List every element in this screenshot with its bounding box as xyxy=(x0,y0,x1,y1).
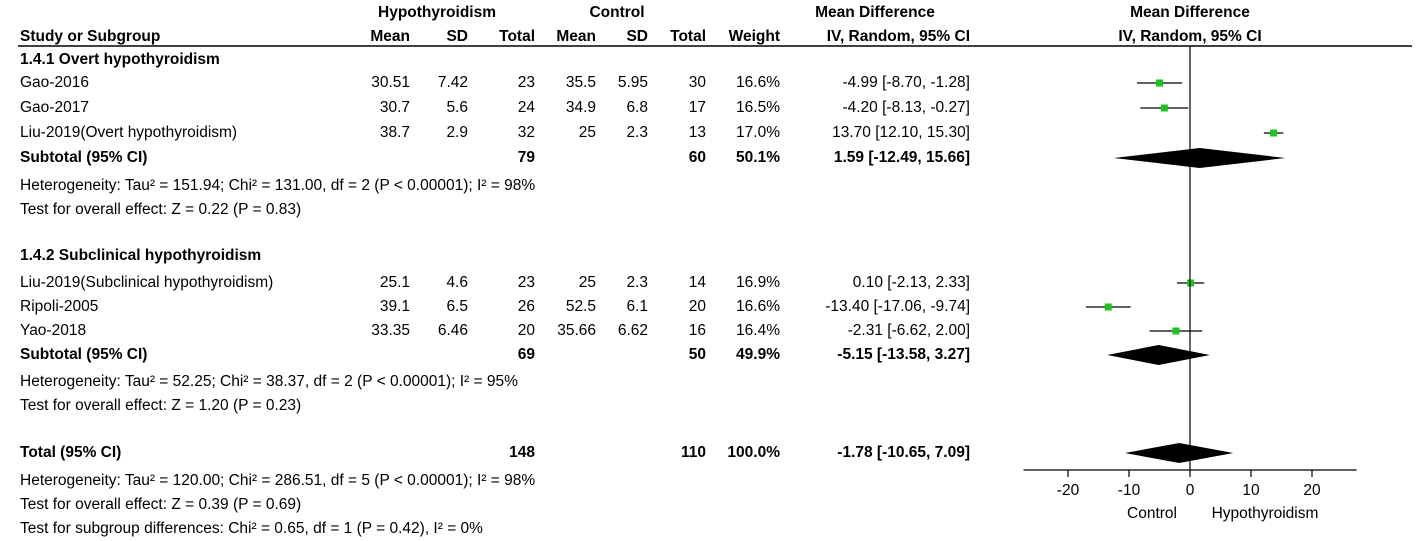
x-tick-label: -10 xyxy=(1117,482,1141,499)
study-sd-ctl: 2.3 xyxy=(626,124,648,141)
study-sd-exp: 6.5 xyxy=(446,298,468,315)
study-weight: 16.5% xyxy=(736,99,780,116)
study-weight: 16.9% xyxy=(736,274,780,291)
subtotal-label: Subtotal (95% CI) xyxy=(20,149,148,166)
study-sd-exp: 6.46 xyxy=(437,322,468,339)
subtotal-weight: 49.9% xyxy=(736,346,780,363)
plot-header-ci: IV, Random, 95% CI xyxy=(1118,28,1262,45)
study-ci: -4.20 [-8.13, -0.27] xyxy=(842,99,970,116)
col-header-ci: IV, Random, 95% CI xyxy=(826,28,970,45)
study-sd-ctl: 5.95 xyxy=(617,74,648,91)
study-name: Yao-2018 xyxy=(20,322,87,339)
study-sd-exp: 4.6 xyxy=(446,274,468,291)
study-total-exp: 20 xyxy=(517,322,535,339)
study-ci: 13.70 [12.10, 15.30] xyxy=(832,124,970,141)
study-mean-exp: 25.1 xyxy=(379,274,410,291)
study-ci: -2.31 [-6.62, 2.00] xyxy=(847,322,970,339)
subtotal-diamond xyxy=(1114,148,1286,168)
subgroup-title: 1.4.1 Overt hypothyroidism xyxy=(20,51,220,68)
study-mean-ctl: 25 xyxy=(578,124,596,141)
header-group-control: Control xyxy=(589,4,645,21)
study-sd-exp: 7.42 xyxy=(437,74,468,91)
study-sd-ctl: 6.8 xyxy=(626,99,648,116)
subgroup-title: 1.4.2 Subclinical hypothyroidism xyxy=(20,247,262,264)
study-total-exp: 24 xyxy=(517,99,535,116)
subtotal-total-ctl: 60 xyxy=(688,149,706,166)
study-mean-ctl: 34.9 xyxy=(565,99,596,116)
study-weight: 16.4% xyxy=(736,322,780,339)
study-total-ctl: 14 xyxy=(688,274,706,291)
favours-control-label: Control xyxy=(1127,505,1177,522)
study-weight: 16.6% xyxy=(736,74,780,91)
study-mean-ctl: 25 xyxy=(578,274,596,291)
study-total-ctl: 16 xyxy=(688,322,706,339)
study-mean-exp: 39.1 xyxy=(379,298,410,315)
col-header-sd-exp: SD xyxy=(446,28,468,45)
x-tick-label: 0 xyxy=(1185,482,1195,499)
study-ci: -13.40 [-17.06, -9.74] xyxy=(825,298,970,315)
study-name: Liu-2019(Overt hypothyroidism) xyxy=(20,124,238,141)
total-overall-effect: Test for overall effect: Z = 0.39 (P = 0.69) xyxy=(20,496,302,513)
study-mean-exp: 30.51 xyxy=(371,74,410,91)
study-point xyxy=(1187,280,1194,287)
total-heterogeneity: Heterogeneity: Tau² = 120.00; Chi² = 286.51, df = 5 (P < 0.00001); I² = 98% xyxy=(20,472,536,489)
total-subgroup-differences: Test for subgroup differences: Chi² = 0.65, df = 1 (P = 0.42), I² = 0% xyxy=(20,520,483,537)
subgroup-overall-effect: Test for overall effect: Z = 0.22 (P = 0.83) xyxy=(20,201,302,218)
study-mean-ctl: 35.5 xyxy=(565,74,596,91)
subtotal-ci: -5.15 [-13.58, 3.27] xyxy=(837,346,970,363)
study-mean-ctl: 52.5 xyxy=(565,298,596,315)
subtotal-label: Subtotal (95% CI) xyxy=(20,346,148,363)
study-point xyxy=(1172,328,1179,335)
subtotal-total-exp: 79 xyxy=(517,149,535,166)
header-group-hypothyroidism: Hypothyroidism xyxy=(378,4,496,21)
study-name: Ripoli-2005 xyxy=(20,298,99,315)
study-sd-ctl: 6.1 xyxy=(626,298,648,315)
header-plot-title: Mean Difference xyxy=(1130,4,1250,21)
subtotal-ci: -1.78 [-10.65, 7.09] xyxy=(837,444,970,461)
study-sd-exp: 5.6 xyxy=(446,99,468,116)
study-mean-exp: 30.7 xyxy=(379,99,410,116)
study-mean-exp: 33.35 xyxy=(371,322,410,339)
col-header-total-ctl: Total xyxy=(670,28,706,45)
col-header-total-exp: Total xyxy=(499,28,535,45)
study-mean-ctl: 35.66 xyxy=(557,322,596,339)
study-total-ctl: 30 xyxy=(688,74,706,91)
subtotal-total-exp: 69 xyxy=(517,346,535,363)
study-point xyxy=(1270,130,1277,137)
col-header-mean-ctl: Mean xyxy=(556,28,596,45)
subtotal-total-exp: 148 xyxy=(509,444,535,461)
study-total-exp: 23 xyxy=(517,274,535,291)
subtotal-weight: 100.0% xyxy=(727,444,780,461)
header-effect-measure: Mean Difference xyxy=(815,4,935,21)
col-header-study: Study or Subgroup xyxy=(20,28,161,45)
subgroup-heterogeneity: Heterogeneity: Tau² = 52.25; Chi² = 38.37, df = 2 (P < 0.00001); I² = 95% xyxy=(20,373,518,390)
subgroup-overall-effect: Test for overall effect: Z = 1.20 (P = 0.23) xyxy=(20,397,302,414)
study-weight: 17.0% xyxy=(736,124,780,141)
subtotal-label: Total (95% CI) xyxy=(20,444,122,461)
study-point xyxy=(1161,105,1168,112)
study-mean-exp: 38.7 xyxy=(379,124,410,141)
study-name: Liu-2019(Subclinical hypothyroidism) xyxy=(20,274,274,291)
study-total-exp: 32 xyxy=(517,124,535,141)
study-name: Gao-2017 xyxy=(20,99,89,116)
study-total-ctl: 20 xyxy=(688,298,706,315)
study-ci: 0.10 [-2.13, 2.33] xyxy=(852,274,970,291)
x-tick-label: 20 xyxy=(1303,482,1321,499)
col-header-sd-ctl: SD xyxy=(626,28,648,45)
study-point xyxy=(1105,304,1112,311)
favours-hypothyroidism-label: Hypothyroidism xyxy=(1211,505,1319,522)
study-weight: 16.6% xyxy=(736,298,780,315)
x-tick-label: -20 xyxy=(1056,482,1080,499)
subtotal-total-ctl: 110 xyxy=(680,444,706,461)
study-total-exp: 26 xyxy=(517,298,535,315)
subtotal-total-ctl: 50 xyxy=(688,346,706,363)
study-total-ctl: 13 xyxy=(688,124,706,141)
subgroup-heterogeneity: Heterogeneity: Tau² = 151.94; Chi² = 131.00, df = 2 (P < 0.00001); I² = 98% xyxy=(20,177,536,194)
col-header-weight: Weight xyxy=(728,28,780,45)
subtotal-diamond xyxy=(1125,443,1233,463)
study-total-ctl: 17 xyxy=(688,99,706,116)
study-total-exp: 23 xyxy=(517,74,535,91)
study-ci: -4.99 [-8.70, -1.28] xyxy=(842,74,970,91)
subtotal-weight: 50.1% xyxy=(736,149,780,166)
study-sd-ctl: 2.3 xyxy=(626,274,648,291)
subtotal-ci: 1.59 [-12.49, 15.66] xyxy=(833,149,970,166)
study-sd-ctl: 6.62 xyxy=(617,322,648,339)
study-name: Gao-2016 xyxy=(20,74,89,91)
col-header-mean-exp: Mean xyxy=(370,28,410,45)
study-sd-exp: 2.9 xyxy=(446,124,468,141)
x-tick-label: 10 xyxy=(1242,482,1260,499)
subtotal-diamond xyxy=(1107,345,1210,365)
study-point xyxy=(1156,80,1163,87)
